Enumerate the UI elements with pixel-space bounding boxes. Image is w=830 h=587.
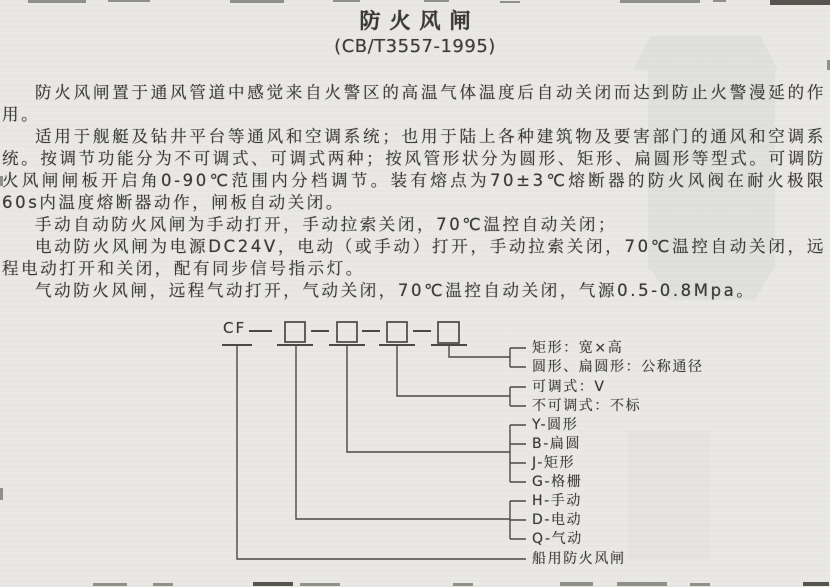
standard-number: (CB/T3557-1995)	[334, 36, 496, 57]
code-box	[438, 322, 459, 343]
diagram-label-shape-b: B-扁圆	[532, 436, 582, 452]
diagram-label-shape-g: G-格栅	[532, 474, 583, 490]
paragraph-intro: 防火风闸置于通风管道中感觉来自火警区的高温气体温度后自动关闭而达到防止火警漫延的作用。	[2, 83, 826, 124]
paragraph-manual-type: 手动自动防火风闸为手动打开，手动拉索关闭，70℃温控自动关闭；	[35, 215, 618, 234]
diagram-label-shape-y: Y-圆形	[532, 417, 579, 433]
diagram-label-drive-h: H-手动	[532, 493, 582, 509]
diagram-label-shape-j: J-矩形	[532, 455, 576, 471]
diagram-label-drive-q: Q-气动	[532, 531, 583, 547]
paragraph-electric-type: 电动防火风闸为电源DC24V，电动（或手动）打开，手动拉索关闭，70℃温控自动关闭，远程电动打开和关闭，配有同步信号指示灯。	[2, 237, 826, 278]
diagram-label-round-size: 圆形、扁圆形：公称通径	[532, 359, 704, 375]
bracket-lines	[510, 348, 526, 539]
code-box	[387, 322, 407, 342]
code-box	[337, 322, 357, 342]
diagram-label-rect-size: 矩形：宽×高	[532, 340, 624, 356]
diagram-label-adjustable: 可调式：V	[532, 379, 606, 395]
paragraph-pneumatic-type: 气动防火风闸，远程气动打开，气动关闭，70℃温控自动关闭，气源0.5-0.8Mpa。	[35, 281, 756, 300]
diagram-label-non-adjustable: 不可调式：不标	[532, 398, 642, 414]
code-box	[285, 322, 305, 342]
model-prefix: CF	[223, 319, 247, 337]
paragraph-application: 适用于舰艇及钻井平台等通风和空调系统；也用于陆上各种建筑物及要害部门的通风和空调系统。按调节功能分为不可调式、可调式两种；按风管形状分为圆形、矩形、扁圆形等型式。可调防火风闸闸板开启角0-90℃范围内分档调节。装有熔点为70±3℃熔断器的防火风阀在耐火极限60s内温度熔断器动作，闸板自动关闭。	[2, 127, 826, 212]
connector-lines	[237, 346, 526, 559]
diagram-label-drive-d: D-电动	[532, 512, 583, 528]
diagram-label-product-name: 船用防火风闸	[532, 551, 626, 567]
page-title: 防火风闸	[359, 9, 480, 33]
